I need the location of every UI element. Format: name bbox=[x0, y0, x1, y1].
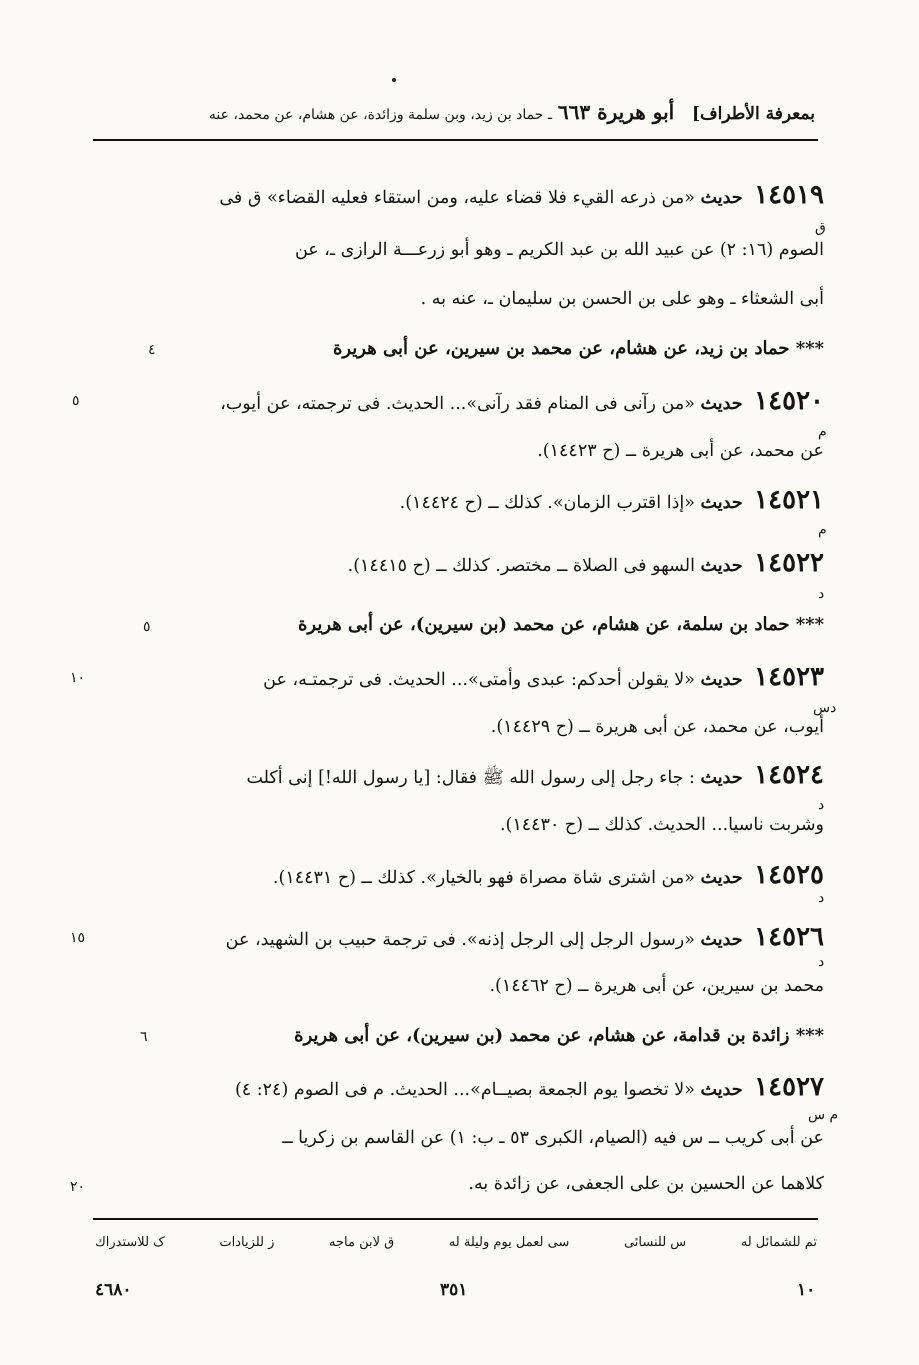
section-heading: *** زائدة بن قدامة، عن هشام، عن محمد (بن سيرين)، عن أبى هريرة bbox=[294, 1025, 824, 1046]
abbrev-item: ز للزيادات bbox=[219, 1235, 275, 1250]
hadith-line: عن أبى كريب ــ س فيه (الصيام، الكبرى ٥٣ ـ ب: ١) عن القاسم بن زكريا ــ bbox=[282, 1128, 824, 1148]
ink-speck bbox=[392, 78, 396, 82]
hadith-keyword: حديث bbox=[700, 670, 743, 690]
hadith-line: محمد بن سيرين، عن أبى هريرة ــ (ح ١٤٤٦٢). bbox=[489, 976, 824, 996]
hadith-keyword: حديث bbox=[700, 768, 743, 788]
hadith-text: «لا يقولن أحدكم: عبدى وأمتى»... الحديث. فى ترجمتـه، عن bbox=[263, 670, 695, 690]
abbrev-item: ق لابن ماجه bbox=[329, 1235, 395, 1250]
hadith-text: : جاء رجل إلى رسول الله ﷺ فقال: [يا رسول الله!] إنى أكلت bbox=[246, 768, 695, 788]
hadith-text: السهو فى الصلاة ــ مختصر. كذلك ــ (ح ١٤٤١٥). bbox=[347, 556, 695, 576]
margin-siglum: د bbox=[818, 797, 825, 813]
margin-siglum: د bbox=[818, 890, 825, 906]
hadith-entry bbox=[348, 548, 824, 578]
hadith-entry bbox=[246, 760, 824, 792]
abbreviation-legend bbox=[95, 1235, 817, 1250]
margin-siglum: د bbox=[818, 954, 825, 970]
hadith-entry bbox=[273, 860, 824, 890]
hadith-number: ١٤٥٢٠ bbox=[754, 386, 824, 416]
line-number: ٥ bbox=[72, 393, 80, 409]
hadith-number: ١٤٥٢٢ bbox=[754, 548, 824, 578]
hadith-entry bbox=[226, 922, 824, 952]
section-heading: *** حماد بن سلمة، عن هشام، عن محمد (بن سيرين)، عن أبى هريرة bbox=[297, 614, 824, 635]
margin-siglum: د bbox=[818, 586, 825, 602]
section-heading: *** حماد بن زيد، عن هشام، عن محمد بن سيرين، عن أبى هريرة bbox=[332, 338, 824, 359]
hadith-keyword: حديث bbox=[700, 394, 743, 414]
hadith-entry bbox=[220, 386, 824, 416]
abbrev-item: ک للاستدراك bbox=[95, 1235, 165, 1250]
hadith-number: ١٤٥٢٤ bbox=[754, 760, 824, 790]
line-number: ٢٠ bbox=[70, 1179, 86, 1195]
hadith-entry bbox=[263, 662, 824, 692]
margin-siglum: ق bbox=[815, 220, 826, 236]
hadith-entry bbox=[219, 180, 824, 210]
hadith-keyword: حديث bbox=[700, 868, 743, 888]
page-number: ٣٥١ bbox=[440, 1280, 468, 1300]
header-title: بمعرفة الأطراف] bbox=[691, 104, 815, 124]
hadith-text: «إذا اقترب الزمان». كذلك ــ (ح ١٤٤٢٤). bbox=[399, 493, 695, 513]
line-number: ٥ bbox=[143, 619, 151, 635]
hadith-number: ١٤٥٢١ bbox=[754, 485, 824, 515]
hadith-text: «لا تخصوا يوم الجمعة بصيــام»... الحديث. م فى الصوم (٢٤: ٤) bbox=[234, 1080, 695, 1100]
abbrev-item: تم للشمائل له bbox=[740, 1235, 817, 1250]
line-number: ٦ bbox=[140, 1029, 148, 1045]
hadith-text: «من رآنى فى المنام فقد رآنى»... الحديث. فى ترجمته، عن أيوب، bbox=[220, 394, 695, 414]
volume-number-left: ٤٦٨٠ bbox=[95, 1280, 132, 1300]
hadith-line: أبى الشعثاء ـ وهو على بن الحسن بن سليمان ـ، عنه به . bbox=[420, 289, 824, 309]
hadith-text: «من اشترى شاة مصراة فهو بالخيار». كذلك ــ (ح ١٤٤٣١). bbox=[272, 868, 695, 888]
hadith-entry bbox=[400, 485, 824, 515]
hadith-number: ١٤٥٢٧ bbox=[754, 1072, 824, 1102]
margin-siglum: دس bbox=[813, 700, 837, 716]
hadith-line: أيوب، عن محمد، عن أبى هريرة ــ (ح ١٤٤٢٩). bbox=[490, 717, 824, 737]
hadith-keyword: حديث bbox=[700, 556, 743, 576]
hadith-text: «رسول الرجل إلى الرجل إذنه». فى ترجمة حبيب بن الشهيد، عن bbox=[225, 930, 695, 950]
hadith-keyword: حديث bbox=[700, 1080, 743, 1100]
hadith-line: الصوم (١٦: ٢) عن عبيد الله بن عبد الكريم ـ وهو أبو زرعـــة الرازى ـ، عن bbox=[294, 240, 824, 260]
header-chain: ـ حماد بن زيد، وبن سلمة وزائدة، عن هشام، عن محمد، عنه bbox=[208, 107, 552, 123]
hadith-number: ١٤٥٢٦ bbox=[754, 922, 824, 952]
footer-rule bbox=[93, 1218, 818, 1220]
hadith-entry bbox=[235, 1072, 824, 1102]
line-number: ١٥ bbox=[70, 930, 86, 946]
hadith-keyword: حديث bbox=[700, 188, 743, 208]
hadith-text: «من ذرعه القيء فلا قضاء عليه، ومن استقاء فعليه القضاء» ق فى bbox=[219, 188, 695, 208]
hadith-keyword: حديث bbox=[700, 493, 743, 513]
margin-siglum: م س bbox=[808, 1107, 839, 1123]
header-rule bbox=[93, 139, 818, 141]
margin-siglum: م bbox=[818, 522, 827, 538]
running-header bbox=[90, 100, 815, 124]
hadith-number: ١٤٥٢٥ bbox=[754, 860, 824, 890]
hadith-line: كلاهما عن الحسين بن على الجعفى، عن زائدة به. bbox=[468, 1174, 824, 1194]
hadith-number: ١٤٥٢٣ bbox=[754, 662, 824, 692]
margin-siglum: م bbox=[818, 424, 827, 440]
abbrev-item: سى لعمل يوم وليلة له bbox=[448, 1235, 570, 1250]
hadith-line: عن محمد، عن أبى هريرة ــ (ح ١٤٤٢٣). bbox=[537, 441, 824, 461]
header-subtitle: أبو هريرة ٦٦٣ bbox=[557, 100, 675, 124]
hadith-keyword: حديث bbox=[700, 930, 743, 950]
abbrev-item: س للنسائى bbox=[623, 1235, 687, 1250]
line-number: ٤ bbox=[148, 342, 156, 358]
hadith-number: ١٤٥١٩ bbox=[754, 180, 824, 210]
volume-number-right: ١٠ bbox=[797, 1280, 816, 1300]
line-number: ١٠ bbox=[70, 670, 86, 686]
hadith-line: وشربت ناسيا... الحديث. كذلك ــ (ح ١٤٤٣٠). bbox=[499, 815, 824, 835]
